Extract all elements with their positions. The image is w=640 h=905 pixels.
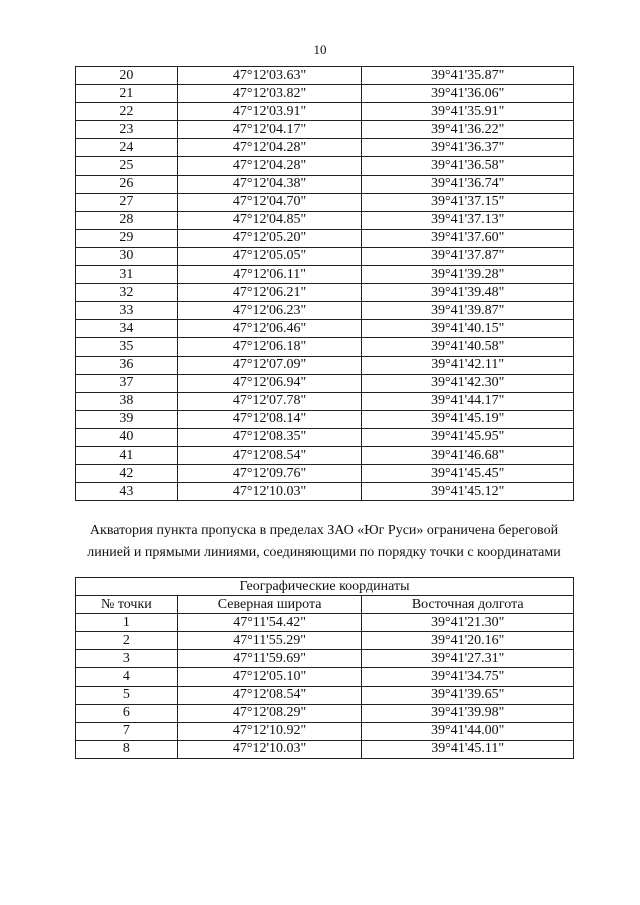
longitude-cell: 39°41'45.11" xyxy=(362,740,574,758)
longitude-cell: 39°41'36.06" xyxy=(362,85,574,103)
table-row xyxy=(76,428,574,446)
longitude-cell: 39°41'44.17" xyxy=(362,392,574,410)
point-number-cell: 27 xyxy=(76,193,178,211)
longitude-cell: 39°41'36.58" xyxy=(362,157,574,175)
table-row xyxy=(76,266,574,284)
point-number-cell: 1 xyxy=(76,614,178,632)
latitude-cell: 47°12'03.91" xyxy=(177,103,362,121)
latitude-cell: 47°12'09.76" xyxy=(177,465,362,483)
latitude-cell: 47°12'04.85" xyxy=(177,211,362,229)
header-point-number: № точки xyxy=(76,596,178,614)
longitude-cell: 39°41'39.65" xyxy=(362,686,574,704)
latitude-cell: 47°12'06.18" xyxy=(177,338,362,356)
longitude-cell: 39°41'44.00" xyxy=(362,722,574,740)
header-east-longitude: Восточная долгота xyxy=(362,596,574,614)
table-row xyxy=(76,157,574,175)
latitude-cell: 47°12'10.03" xyxy=(177,740,362,758)
longitude-cell: 39°41'36.74" xyxy=(362,175,574,193)
latitude-cell: 47°12'04.28" xyxy=(177,139,362,157)
table-row xyxy=(76,338,574,356)
table-row xyxy=(76,211,574,229)
table-row xyxy=(76,229,574,247)
table-row xyxy=(76,67,574,85)
point-number-cell: 26 xyxy=(76,175,178,193)
point-number-cell: 42 xyxy=(76,465,178,483)
longitude-cell: 39°41'37.60" xyxy=(362,229,574,247)
table-row xyxy=(76,483,574,501)
table-row xyxy=(76,465,574,483)
longitude-cell: 39°41'39.87" xyxy=(362,302,574,320)
longitude-cell: 39°41'45.19" xyxy=(362,410,574,428)
point-number-cell: 31 xyxy=(76,266,178,284)
latitude-cell: 47°12'06.94" xyxy=(177,374,362,392)
point-number-cell: 41 xyxy=(76,446,178,464)
latitude-cell: 47°12'03.82" xyxy=(177,85,362,103)
latitude-cell: 47°12'06.46" xyxy=(177,320,362,338)
latitude-cell: 47°12'07.09" xyxy=(177,356,362,374)
point-number-cell: 4 xyxy=(76,668,178,686)
longitude-cell: 39°41'45.45" xyxy=(362,465,574,483)
latitude-cell: 47°12'04.38" xyxy=(177,175,362,193)
longitude-cell: 39°41'20.16" xyxy=(362,632,574,650)
table-row xyxy=(76,85,574,103)
latitude-cell: 47°11'55.29" xyxy=(177,632,362,650)
point-number-cell: 8 xyxy=(76,740,178,758)
point-number-cell: 38 xyxy=(76,392,178,410)
latitude-cell: 47°12'04.17" xyxy=(177,121,362,139)
latitude-cell: 47°11'54.42" xyxy=(177,614,362,632)
latitude-cell: 47°11'59.69" xyxy=(177,650,362,668)
longitude-cell: 39°41'39.48" xyxy=(362,284,574,302)
point-number-cell: 43 xyxy=(76,483,178,501)
water-area-table-body xyxy=(76,614,574,759)
latitude-cell: 47°12'05.20" xyxy=(177,229,362,247)
table-row xyxy=(76,740,574,758)
latitude-cell: 47°12'07.78" xyxy=(177,392,362,410)
latitude-cell: 47°12'06.23" xyxy=(177,302,362,320)
table-row xyxy=(76,446,574,464)
table-caption-row xyxy=(76,578,574,596)
latitude-cell: 47°12'10.03" xyxy=(177,483,362,501)
table-row xyxy=(76,302,574,320)
water-area-description xyxy=(60,520,588,564)
point-number-cell: 24 xyxy=(76,139,178,157)
longitude-cell: 39°41'42.11" xyxy=(362,356,574,374)
table-row xyxy=(76,668,574,686)
coordinates-table-continued xyxy=(75,66,574,501)
longitude-cell: 39°41'36.37" xyxy=(362,139,574,157)
latitude-cell: 47°12'08.54" xyxy=(177,446,362,464)
longitude-cell: 39°41'40.58" xyxy=(362,338,574,356)
point-number-cell: 40 xyxy=(76,428,178,446)
table-row xyxy=(76,356,574,374)
table-row xyxy=(76,686,574,704)
description-line-2: линией и прямыми линиями, соединяющими по порядку точки с координатами xyxy=(87,545,561,560)
table-row xyxy=(76,139,574,157)
latitude-cell: 47°12'05.05" xyxy=(177,247,362,265)
longitude-cell: 39°41'40.15" xyxy=(362,320,574,338)
longitude-cell: 39°41'39.28" xyxy=(362,266,574,284)
longitude-cell: 39°41'39.98" xyxy=(362,704,574,722)
longitude-cell: 39°41'42.30" xyxy=(362,374,574,392)
table-row xyxy=(76,374,574,392)
page-number: 10 xyxy=(313,42,327,57)
latitude-cell: 47°12'03.63" xyxy=(177,67,362,85)
point-number-cell: 25 xyxy=(76,157,178,175)
table-row xyxy=(76,103,574,121)
point-number-cell: 33 xyxy=(76,302,178,320)
table-row xyxy=(76,284,574,302)
longitude-cell: 39°41'37.13" xyxy=(362,211,574,229)
latitude-cell: 47°12'05.10" xyxy=(177,668,362,686)
table-row xyxy=(76,392,574,410)
longitude-cell: 39°41'35.91" xyxy=(362,103,574,121)
point-number-cell: 37 xyxy=(76,374,178,392)
longitude-cell: 39°41'21.30" xyxy=(362,614,574,632)
coordinates-table-body xyxy=(76,67,574,501)
point-number-cell: 29 xyxy=(76,229,178,247)
table-row xyxy=(76,410,574,428)
latitude-cell: 47°12'08.54" xyxy=(177,686,362,704)
water-area-coordinates-table xyxy=(75,577,574,759)
point-number-cell: 28 xyxy=(76,211,178,229)
point-number-cell: 21 xyxy=(76,85,178,103)
longitude-cell: 39°41'37.15" xyxy=(362,193,574,211)
table-row xyxy=(76,247,574,265)
header-north-latitude: Северная широта xyxy=(177,596,362,614)
point-number-cell: 6 xyxy=(76,704,178,722)
point-number-cell: 30 xyxy=(76,247,178,265)
longitude-cell: 39°41'27.31" xyxy=(362,650,574,668)
point-number-cell: 23 xyxy=(76,121,178,139)
point-number-cell: 39 xyxy=(76,410,178,428)
table-row xyxy=(76,175,574,193)
longitude-cell: 39°41'45.12" xyxy=(362,483,574,501)
point-number-cell: 20 xyxy=(76,67,178,85)
table-header-row xyxy=(76,596,574,614)
latitude-cell: 47°12'10.92" xyxy=(177,722,362,740)
table-row xyxy=(76,650,574,668)
longitude-cell: 39°41'34.75" xyxy=(362,668,574,686)
longitude-cell: 39°41'45.95" xyxy=(362,428,574,446)
longitude-cell: 39°41'46.68" xyxy=(362,446,574,464)
longitude-cell: 39°41'37.87" xyxy=(362,247,574,265)
latitude-cell: 47°12'04.28" xyxy=(177,157,362,175)
point-number-cell: 2 xyxy=(76,632,178,650)
description-line-1: Акватория пункта пропуска в пределах ЗАО «Юг Руси» ограничена береговой xyxy=(89,523,559,538)
table-row xyxy=(76,704,574,722)
point-number-cell: 36 xyxy=(76,356,178,374)
latitude-cell: 47°12'04.70" xyxy=(177,193,362,211)
table-row xyxy=(76,722,574,740)
latitude-cell: 47°12'08.29" xyxy=(177,704,362,722)
table-row xyxy=(76,320,574,338)
point-number-cell: 32 xyxy=(76,284,178,302)
point-number-cell: 34 xyxy=(76,320,178,338)
longitude-cell: 39°41'36.22" xyxy=(362,121,574,139)
longitude-cell: 39°41'35.87" xyxy=(362,67,574,85)
table-row xyxy=(76,121,574,139)
latitude-cell: 47°12'06.21" xyxy=(177,284,362,302)
table-row xyxy=(76,632,574,650)
point-number-cell: 5 xyxy=(76,686,178,704)
point-number-cell: 7 xyxy=(76,722,178,740)
point-number-cell: 22 xyxy=(76,103,178,121)
point-number-cell: 35 xyxy=(76,338,178,356)
table-row xyxy=(76,614,574,632)
point-number-cell: 3 xyxy=(76,650,178,668)
latitude-cell: 47°12'06.11" xyxy=(177,266,362,284)
table-row xyxy=(76,193,574,211)
latitude-cell: 47°12'08.14" xyxy=(177,410,362,428)
table-caption: Географические координаты xyxy=(76,578,574,596)
latitude-cell: 47°12'08.35" xyxy=(177,428,362,446)
